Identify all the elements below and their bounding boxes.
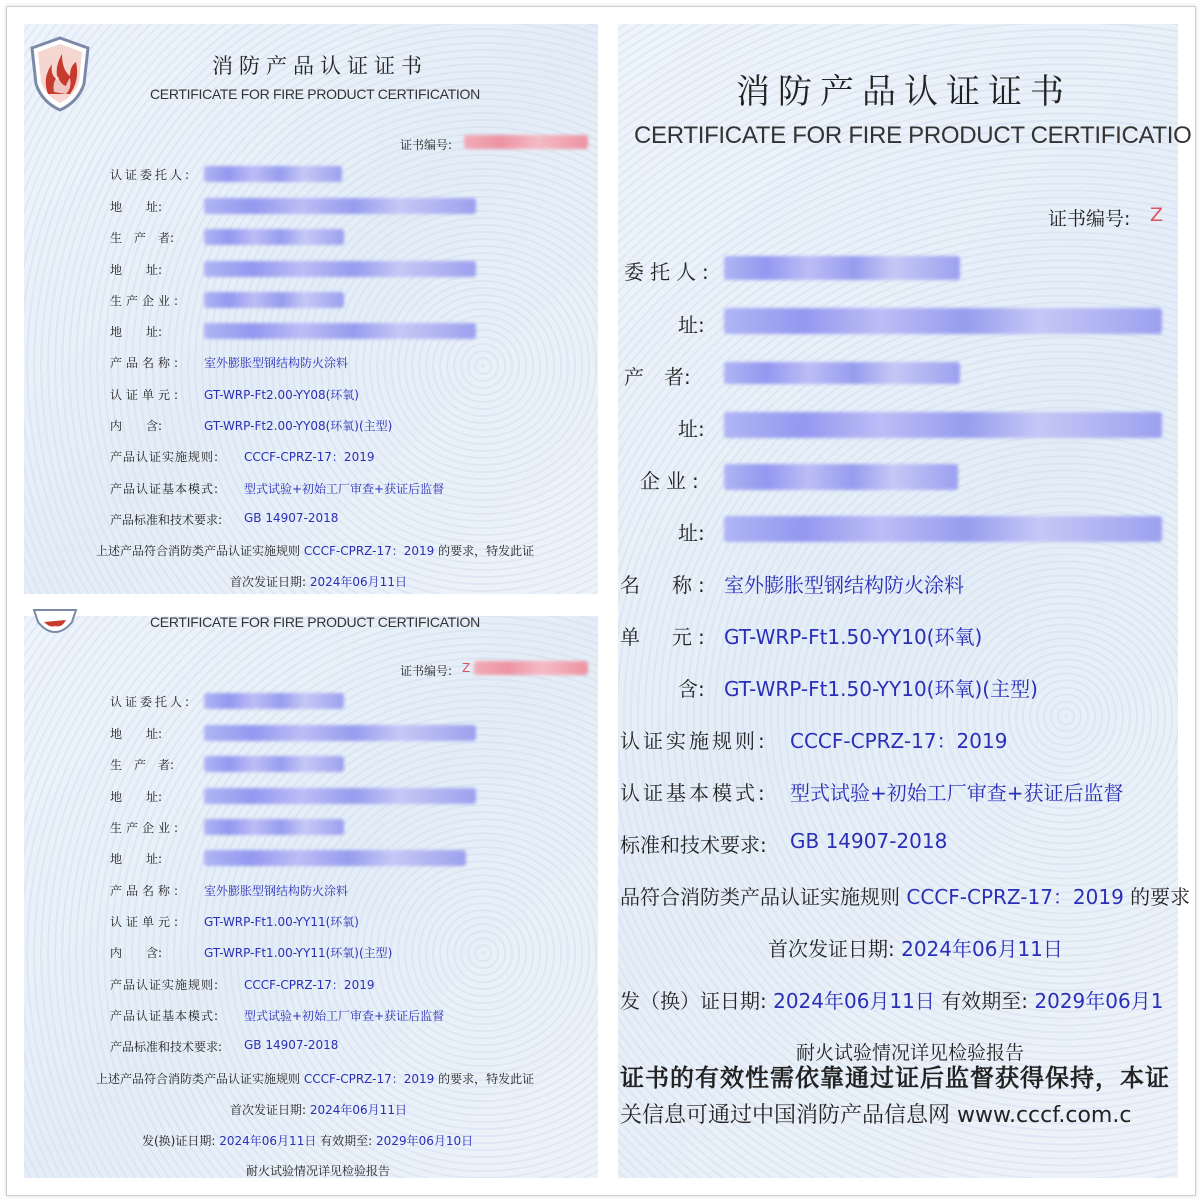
- rule-value: CCCF-CPRZ-17：2019: [244, 978, 375, 992]
- reissue-value: 2024年06月11日: [773, 989, 935, 1013]
- statement-line: [96, 1070, 534, 1087]
- producer-redacted: [204, 229, 344, 245]
- reissue-label: 发（换）证日期:: [620, 989, 767, 1013]
- mode-label: 产品认证基本模式:: [110, 1009, 220, 1023]
- unit-value: GT-WRP-Ft2.00-YY08(环氧): [204, 388, 359, 402]
- address-label-3: 地 址:: [110, 852, 163, 866]
- certificate-number-prefix: Z: [1150, 204, 1164, 226]
- fire-shield-logo-icon: [30, 610, 80, 632]
- first-issue-value: 2024年06月11日: [901, 937, 1063, 961]
- first-issue-label: 首次发证日期:: [230, 1103, 307, 1117]
- validity-note: 证书的有效性需依靠通过证后监督获得保持，本证: [620, 1064, 1170, 1092]
- producer-label: 生 产 者:: [110, 758, 175, 772]
- factory-label: 生产企业:: [110, 821, 183, 835]
- client-redacted: [204, 693, 344, 709]
- address-redacted-1: [204, 198, 476, 214]
- standard-label: 产品标准和技术要求:: [110, 513, 223, 527]
- statement-suffix: 的要求，特发此证: [438, 1072, 535, 1086]
- client-label: 认证委托人:: [110, 168, 193, 182]
- certificate-panel-3-zoomed: [618, 24, 1192, 1178]
- certificate-number-prefix: Z: [462, 661, 471, 675]
- mode-value: 型式试验+初始工厂审查+获证后监督: [244, 482, 445, 496]
- first-issue-line: [230, 1101, 407, 1118]
- certificate-title-en: CERTIFICATE FOR FIRE PRODUCT CERTIFICATION: [150, 86, 480, 102]
- address-label-3: 地 址:: [110, 325, 163, 339]
- certificate-title-zh: 消防产品认证证书: [212, 54, 428, 78]
- factory-label: 企业:: [640, 469, 705, 493]
- standard-label: 标准和技术要求:: [620, 833, 767, 857]
- unit-label: 认证单元:: [110, 915, 183, 929]
- address-redacted-1: [724, 308, 1162, 334]
- contains-label: 含:: [678, 677, 705, 701]
- rule-label: 产品认证实施规则:: [110, 450, 220, 464]
- first-issue-label: 首次发证日期:: [768, 937, 895, 961]
- standard-value: GB 14907-2018: [790, 829, 948, 853]
- product-name-value: 室外膨胀型钢结构防火涂料: [724, 573, 964, 597]
- reissue-value: 2024年06月11日: [219, 1134, 317, 1148]
- factory-redacted: [724, 464, 958, 490]
- unit-label: 认证单元:: [110, 388, 183, 402]
- certificate-number-label: 证书编号:: [400, 138, 453, 152]
- mode-label: 认证基本模式:: [620, 781, 768, 805]
- product-name-label: 产品名称:: [110, 884, 183, 898]
- standard-value: GB 14907-2018: [244, 511, 339, 525]
- factory-label: 生产企业:: [110, 294, 183, 308]
- reissue-line: [142, 1132, 473, 1149]
- statement-line: [96, 542, 534, 559]
- address-redacted-3: [204, 850, 466, 866]
- client-label: 认证委托人:: [110, 695, 193, 709]
- product-name-value: 室外膨胀型钢结构防火涂料: [204, 356, 349, 370]
- product-name-label: 名 称:: [620, 573, 711, 597]
- fire-test-note: 耐火试验情况详见检验报告: [796, 1042, 1025, 1064]
- contains-value: GT-WRP-Ft1.00-YY11(环氧)(主型): [204, 946, 393, 960]
- unit-label: 单 元:: [620, 625, 711, 649]
- mode-value: 型式试验+初始工厂审查+获证后监督: [790, 781, 1124, 805]
- address-redacted-3: [724, 516, 1162, 542]
- contains-label: 内 含:: [110, 946, 163, 960]
- address-label-2: 址:: [678, 417, 705, 441]
- statement-prefix: 上述产品符合消防类产品认证实施规则: [96, 544, 301, 558]
- address-redacted-2: [204, 788, 476, 804]
- mode-label: 产品认证基本模式:: [110, 482, 220, 496]
- certificate-panel-1: [24, 24, 598, 594]
- address-label-1: 地 址:: [110, 727, 163, 741]
- first-issue-label: 首次发证日期:: [230, 575, 307, 589]
- unit-value: GT-WRP-Ft1.00-YY11(环氧): [204, 915, 359, 929]
- address-redacted-3: [204, 323, 476, 339]
- statement-suffix: 的要求，特发此证: [438, 544, 535, 558]
- contains-value: GT-WRP-Ft1.50-YY10(环氧)(主型): [724, 677, 1038, 701]
- reissue-label: 发(换)证日期:: [142, 1134, 216, 1148]
- fire-shield-logo-icon: [28, 34, 92, 114]
- statement-prefix: 品符合消防类产品认证实施规则: [620, 885, 900, 909]
- address-label-2: 地 址:: [110, 790, 163, 804]
- address-redacted-2: [204, 261, 476, 277]
- unit-value: GT-WRP-Ft1.50-YY10(环氧): [724, 625, 983, 649]
- valid-to-value: 2029年06月1: [1034, 989, 1164, 1013]
- address-label-2: 地 址:: [110, 263, 163, 277]
- statement-rule: CCCF-CPRZ-17：2019: [906, 885, 1124, 909]
- client-redacted: [204, 166, 342, 182]
- standard-value: GB 14907-2018: [244, 1038, 339, 1052]
- client-label: 委托人:: [624, 260, 715, 284]
- rule-value: CCCF-CPRZ-17：2019: [244, 450, 375, 464]
- statement-suffix: 的要求: [1130, 885, 1191, 909]
- product-name-value: 室外膨胀型钢结构防火涂料: [204, 884, 349, 898]
- address-label-1: 址:: [678, 313, 705, 337]
- address-label-3: 址:: [678, 521, 705, 545]
- statement-line: [620, 881, 1190, 910]
- factory-redacted: [204, 819, 344, 835]
- info-website-note: 关信息可通过中国消防产品信息网 www.cccf.com.c: [620, 1103, 1132, 1128]
- rule-label: 产品认证实施规则:: [110, 978, 220, 992]
- first-issue-value: 2024年06月11日: [309, 1103, 407, 1117]
- contains-label: 内 含:: [110, 419, 163, 433]
- fire-test-note: 耐火试验情况详见检验报告: [246, 1164, 391, 1178]
- standard-label: 产品标准和技术要求:: [110, 1040, 223, 1054]
- rule-label: 认证实施规则:: [620, 729, 768, 753]
- certificate-number-label: 证书编号:: [1048, 208, 1131, 230]
- first-issue-line: [768, 933, 1063, 962]
- first-issue-line: [230, 573, 407, 590]
- reissue-line: [620, 985, 1163, 1014]
- producer-label: 产 者:: [624, 365, 691, 389]
- statement-prefix: 上述产品符合消防类产品认证实施规则: [96, 1072, 301, 1086]
- first-issue-value: 2024年06月11日: [309, 575, 407, 589]
- address-redacted-2: [724, 412, 1162, 438]
- valid-to-label: 有效期至:: [320, 1134, 373, 1148]
- producer-label: 生 产 者:: [110, 231, 175, 245]
- certificate-title-zh: 消防产品认证证书: [736, 72, 1072, 112]
- statement-rule: CCCF-CPRZ-17：2019: [303, 1072, 435, 1086]
- certificate-panel-2: [24, 616, 598, 1178]
- valid-to-value: 2029年06月10日: [376, 1134, 474, 1148]
- producer-redacted: [724, 362, 960, 384]
- statement-rule: CCCF-CPRZ-17：2019: [303, 544, 435, 558]
- certificate-number-label: 证书编号:: [400, 664, 453, 678]
- address-label-1: 地 址:: [110, 200, 163, 214]
- client-redacted: [724, 256, 960, 280]
- certificate-title-en: CERTIFICATE FOR FIRE PRODUCT CERTIFICATION: [150, 614, 480, 630]
- contains-value: GT-WRP-Ft2.00-YY08(环氧)(主型): [204, 419, 393, 433]
- certificate-title-en: CERTIFICATE FOR FIRE PRODUCT CERTIFICATIO: [634, 122, 1192, 149]
- valid-to-label: 有效期至:: [941, 989, 1029, 1013]
- certificate-number-redacted: [464, 135, 588, 149]
- factory-redacted: [204, 292, 344, 308]
- address-redacted-1: [204, 725, 476, 741]
- mode-value: 型式试验+初始工厂审查+获证后监督: [244, 1009, 445, 1023]
- rule-value: CCCF-CPRZ-17：2019: [790, 729, 1008, 753]
- certificate-number-redacted: [474, 661, 588, 675]
- product-name-label: 产品名称:: [110, 356, 183, 370]
- producer-redacted: [204, 756, 344, 772]
